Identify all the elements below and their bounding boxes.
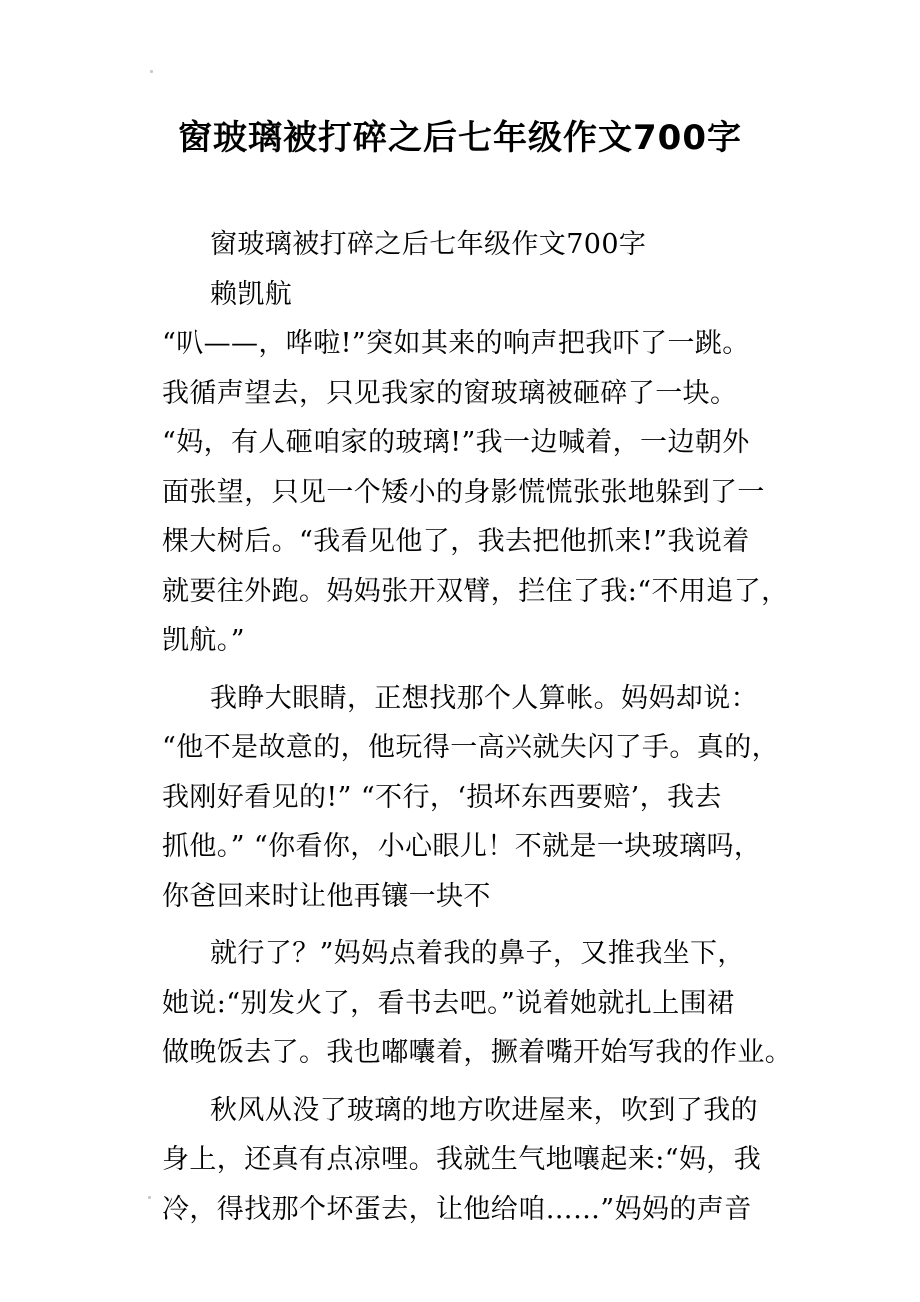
paragraph-gap [162, 921, 788, 929]
text-line: “妈，有人砸咱家的玻璃!”我一边喊着，一边朝外 [162, 427, 750, 458]
text-line: 抓他。” “你看你，小心眼儿！不就是一块玻璃吗， [162, 831, 762, 862]
text-line: 凯航。” [162, 625, 245, 656]
paragraph-gap [162, 1078, 788, 1086]
text-line: 就要往外跑。妈妈张开双臂，拦住了我:“不用追了， [162, 575, 789, 607]
text-line: 窗玻璃被打碎之后七年级作文700字 [210, 229, 647, 260]
text-line: “他不是故意的，他玩得一高兴就失闪了手。真的， [162, 732, 780, 763]
text-line: 冷，得找那个坏蛋去，让他给咱……”妈妈的声音 [162, 1193, 752, 1225]
text-line: 做晚饭去了。我也嘟囔着，撅着嘴开始写我的作业。 [162, 1037, 793, 1068]
paragraph-gap [162, 666, 788, 674]
text-line: 赖凯航 [210, 278, 293, 310]
text-line: 秋风从没了玻璃的地方吹进屋来，吹到了我的 [210, 1094, 758, 1126]
text-line: 身上，还真有点凉哩。我就生气地嚷起来:“妈，我 [162, 1144, 762, 1175]
scan-speck-bottom [148, 1196, 151, 1199]
document-body [162, 220, 793, 1234]
text-line: 棵大树后。“我看见他了，我去把他抓来!”我说着 [162, 526, 750, 557]
text-line: 面张望，只见一个矮小的身影慌慌张张地躲到了一 [162, 476, 765, 508]
text-line: “叭——，哗啦!”突如其来的响声把我吓了一跳。 [162, 328, 750, 359]
document-title: 窗玻璃被打碎之后七年级作文700字 [178, 118, 742, 158]
text-line: 我睁大眼睛，正想找那个人算帐。妈妈却说： [210, 682, 758, 714]
text-line: 就行了？”妈妈点着我的鼻子，又推我坐下， [210, 938, 745, 969]
text-line: 你爸回来时让他再镶一块不 [162, 880, 491, 912]
scan-speck-top [150, 70, 153, 73]
text-line: 我循声望去，只见我家的窗玻璃被砸碎了一块。 [162, 377, 738, 409]
text-line: 她说:“别发火了，看书去吧。”说着她就扎上围裙 [162, 987, 735, 1019]
text-line: 我刚好看见的!” “不行，‘损坏东西要赔’，我去 [162, 781, 722, 813]
